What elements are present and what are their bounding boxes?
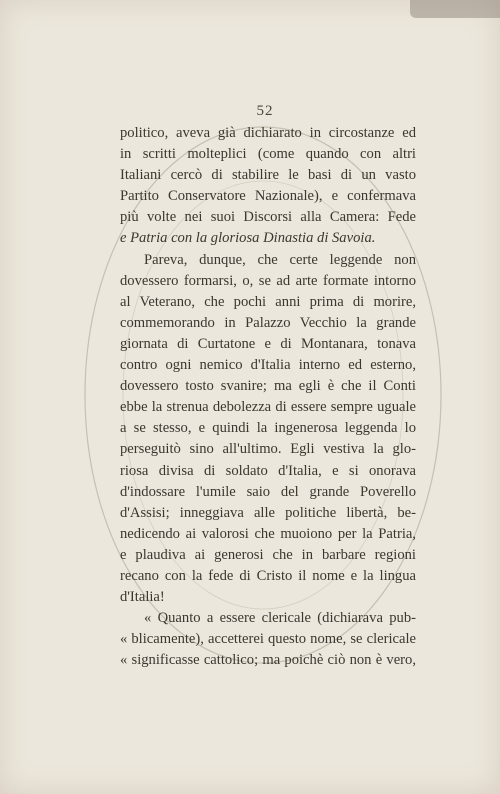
text-line: recano con la fede di Cristo il nome e la lingua — [120, 567, 416, 584]
text-line: più volte nei suoi Discorsi alla Camera: Fede — [120, 209, 416, 226]
text-line: « blicamente), accetterei questo nome, se clericale — [120, 631, 416, 648]
text-line: d'Italia! — [120, 589, 165, 606]
text-line: commemorando in Palazzo Vecchio la grande — [120, 314, 416, 331]
text-line: Pareva, dunque, che certe leggende non — [144, 251, 416, 268]
text-line: e Patria con la gloriosa Dinastia di Savoia. — [120, 230, 376, 247]
text-line: d'indossare l'umile saio del grande Poverello — [120, 483, 416, 500]
text-line: contro ogni nemico d'Italia interno ed esterno, — [120, 357, 416, 374]
text-line: « significasse cattolico; ma poichè ciò non è vero, — [120, 652, 416, 669]
text-line: « Quanto a essere clericale (dichiarava pub- — [144, 610, 416, 627]
text-line: dovessero formarsi, o, se ad arte formate intorno — [120, 272, 416, 289]
text-line: in scritti molteplici (come quando con altri — [120, 146, 416, 163]
text-line: al Veterano, che pochi anni prima di morire, — [120, 293, 416, 310]
body-text — [120, 123, 416, 671]
text-line: dovessero tosto svanire; ma egli è che il Conti — [120, 378, 416, 395]
text-line: nedicendo ai valorosi che muoiono per la Patria, — [120, 525, 416, 542]
text-line: e plaudiva ai generosi che in barbare regioni — [120, 546, 416, 563]
text-line: perseguitò sino all'ultimo. Egli vestiva la glo- — [120, 441, 416, 458]
text-line: politico, aveva già dichiarato in circostanze ed — [120, 125, 416, 141]
text-line: d'Assisi; inneggiava alle politiche libertà, be- — [120, 504, 416, 521]
text-line: Italiani cercò di stabilire le basi di un vasto — [120, 167, 416, 184]
page-number: 52 — [256, 103, 274, 119]
text-line: giornata di Curtatone e di Montanara, tonava — [120, 335, 416, 352]
text-line: Partito Conservatore Nazionale), e confermava — [120, 188, 416, 205]
text-line: riosa divisa di soldato d'Italia, e si onorava — [120, 462, 416, 479]
text-line: a se stesso, e quindi la ingenerosa leggenda lo — [120, 420, 416, 437]
page-corner-tab — [410, 0, 500, 18]
text-line: ebbe la strenua debolezza di essere sempre uguale — [120, 399, 416, 416]
